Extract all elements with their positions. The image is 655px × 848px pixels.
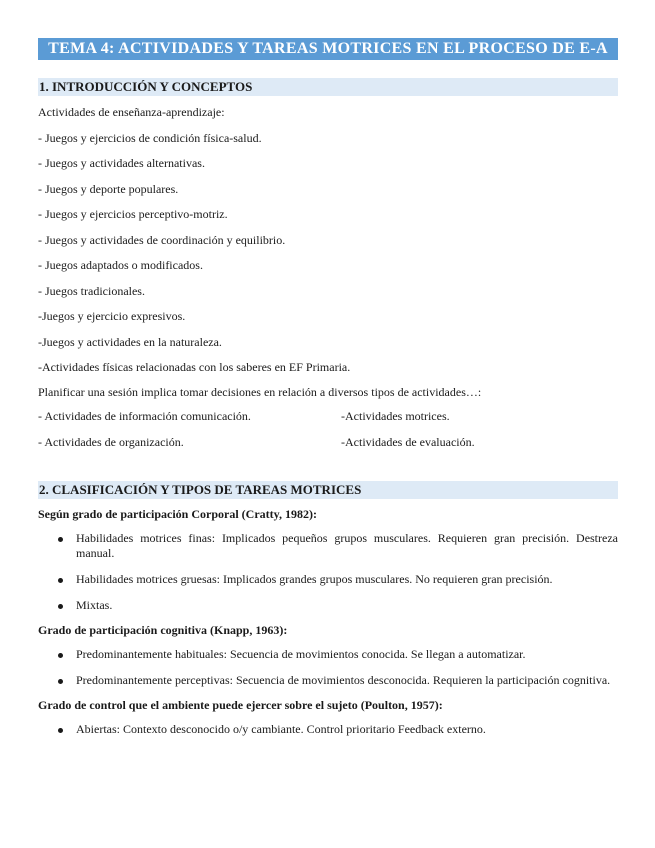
list-item <box>38 673 618 688</box>
intro-activity-list <box>38 105 618 375</box>
document-page <box>38 38 618 737</box>
list-item-text: Habilidades motrices gruesas: Implicados grandes grupos musculares. No requieren gran precisión. <box>76 572 553 586</box>
bullet-list-ambiente <box>38 722 618 737</box>
bullet-icon <box>58 578 63 583</box>
list-item <box>38 722 618 737</box>
intro-line: -Actividades físicas relacionadas con los saberes en EF Primaria. <box>38 360 351 374</box>
list-item-text: Mixtas. <box>76 598 113 612</box>
bullet-icon <box>58 679 63 684</box>
bullet-icon <box>58 537 63 542</box>
list-item <box>38 572 618 587</box>
intro-line: - Juegos y actividades de coordinación y equilibrio. <box>38 232 286 247</box>
bullet-icon <box>58 604 63 609</box>
intro-line: Actividades de enseñanza-aprendizaje: <box>38 105 225 119</box>
list-item-text: Habilidades motrices finas: Implicados pequeños grupos musculares. Requieren gran precisión. Destreza manual. <box>76 531 618 560</box>
list-item-text: Predominantemente habituales: Secuencia de movimientos conocida. Se llegan a automatizar. <box>76 647 526 661</box>
planning-paragraph: Planificar una sesión implica tomar decisiones en relación a diversos tipos de actividades…: <box>38 385 482 399</box>
intro-line: -Juegos y actividades en la naturaleza. <box>38 334 222 349</box>
intro-line: - Juegos tradicionales. <box>38 283 145 298</box>
list-item <box>38 598 618 613</box>
activity-type-item: -Actividades motrices. <box>341 409 450 423</box>
list-item <box>38 531 618 561</box>
bullet-list-cognitiva <box>38 647 618 688</box>
intro-line: - Juegos y deporte populares. <box>38 181 179 196</box>
intro-line: - Juegos adaptados o modificados. <box>38 258 203 272</box>
intro-line: - Juegos y ejercicios de condición física-salud. <box>38 130 262 145</box>
activity-type-item: - Actividades de organización. <box>38 435 184 449</box>
activity-type-item: -Actividades de evaluación. <box>341 435 475 449</box>
bullet-icon <box>58 653 63 658</box>
section-2-heading: 2. CLASIFICACIÓN Y TIPOS DE TAREAS MOTRICES <box>38 481 618 499</box>
list-item-text: Abiertas: Contexto desconocido o/y cambiante. Control prioritario Feedback externo. <box>76 722 486 736</box>
list-item <box>38 647 618 662</box>
section-1-heading: 1. INTRODUCCIÓN Y CONCEPTOS <box>38 78 618 96</box>
list-item-text: Predominantemente perceptivas: Secuencia de movimientos desconocida. Requieren la participación cognitiva. <box>76 673 611 687</box>
intro-line: - Juegos y ejercicios perceptivo-motriz. <box>38 207 228 221</box>
bullet-icon <box>58 728 63 733</box>
activity-type-item: - Actividades de información comunicación. <box>38 409 251 423</box>
activity-types-row <box>38 409 618 424</box>
activity-types-row <box>38 435 618 450</box>
document-title: TEMA 4: ACTIVIDADES Y TAREAS MOTRICES EN EL PROCESO DE E-A <box>38 38 618 60</box>
intro-line: - Juegos y actividades alternativas. <box>38 156 205 170</box>
intro-line: -Juegos y ejercicio expresivos. <box>38 309 186 323</box>
group-heading-corporal: Según grado de participación Corporal (Cratty, 1982): <box>38 507 317 521</box>
bullet-list-corporal <box>38 531 618 613</box>
group-heading-cognitiva: Grado de participación cognitiva (Knapp, 1963): <box>38 623 288 637</box>
group-heading-ambiente: Grado de control que el ambiente puede ejercer sobre el sujeto (Poulton, 1957): <box>38 698 443 712</box>
